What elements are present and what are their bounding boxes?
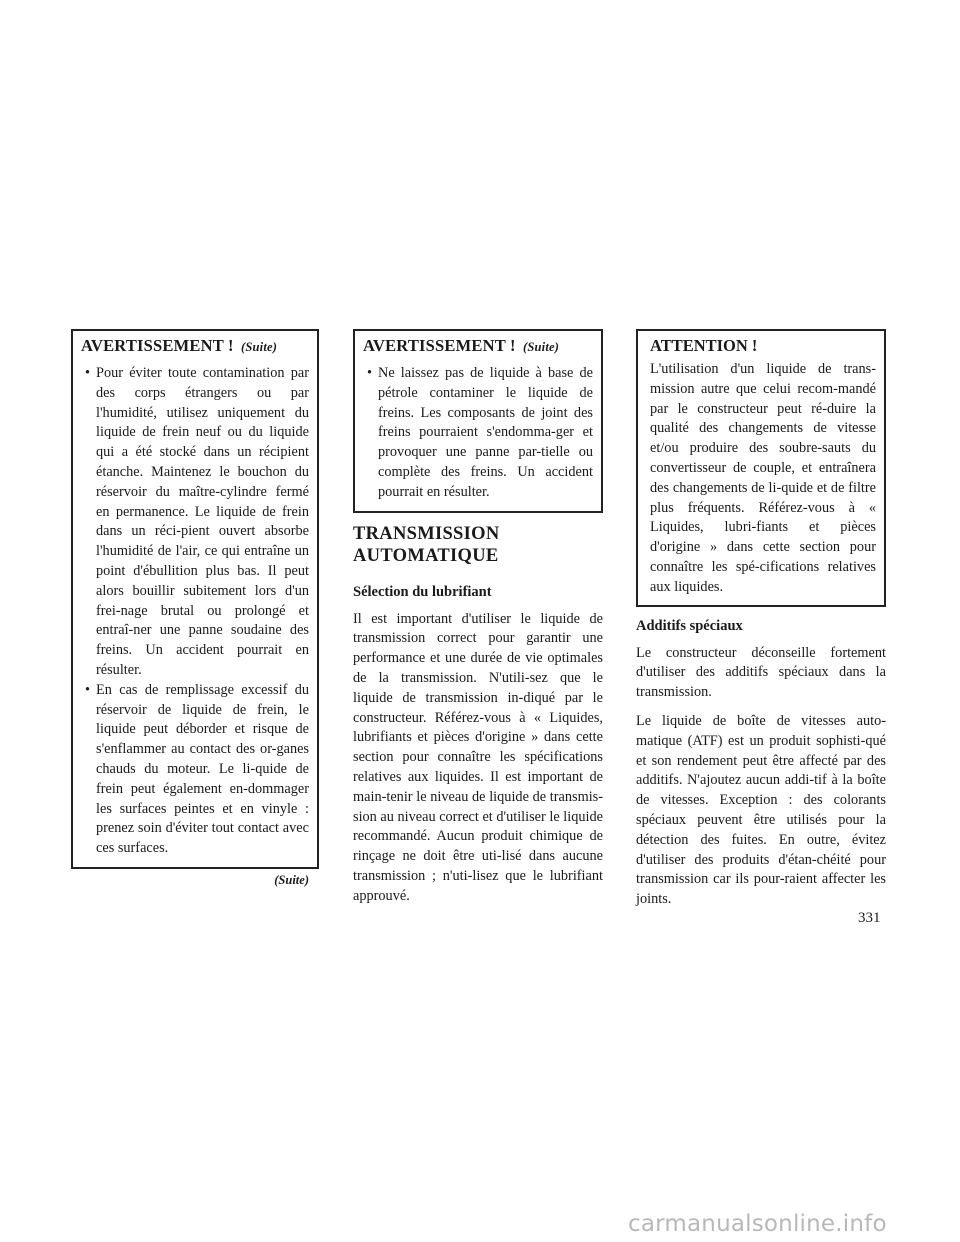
section-title-line: TRANSMISSION [353,523,500,544]
warning-bullet-item [363,364,593,503]
section-title-line: AUTOMATIQUE [353,545,499,566]
subsection-title: Additifs spéciaux [636,617,743,634]
body-paragraph: Il est important d'utiliser le liquide de transmission correct pour garantir une performance et une durée de vie optimales de la transmission. N'utili-sez que le liquide de transmission in-diqué par le constructeur. Référez-vous à « Liquides, lubrifiants et pièces d'origine » dans cette section pour connaître les spécifications relatives aux liquides. Il est important de main-tenir le niveau de liquide de transmis-sion au niveau correct et d'utiliser le liquide recommandé. Aucun produit chimique de rinçage ne doit être uti-lisé dans aucune transmission ; n'uti-lisez que le lubrifiant approuvé. [353,610,603,904]
warning-title-text: AVERTISSEMENT ! [81,336,234,355]
page-number: 331 [858,910,881,926]
warning-title-text: AVERTISSEMENT ! [363,336,516,355]
warning-bullet-list [81,364,309,859]
column-left [71,329,319,888]
warning-bullet-text: Ne laissez pas de liquide à base de pétrole contaminer le liquide de freins. Les composants de joint des freins pourraient s'endomma-ger et provoquer une panne par-tielle ou complète des freins. Un accident pourrait en résulter. [378,365,593,500]
warning-bullet-text: En cas de remplissage excessif du réservoir de liquide de frein, le liquide peut déborder et risque de s'enflammer au contact des or-ganes chauds du moteur. Le li-quide de frein peut également en-dommager les surfaces peintes et en vinyle : prenez soin d'éviter tout contact avec ces surfaces. [96,681,309,857]
warning-suite-label: (Suite) [240,340,278,354]
bullet-icon: • [85,365,91,381]
warning-title [363,336,593,357]
warning-title [81,336,309,357]
column-right [636,329,886,919]
warning-box-continued [71,329,319,869]
bullet-icon: • [367,365,373,381]
section-title [353,523,603,567]
warning-bullet-list [363,364,593,503]
body-paragraph: Le constructeur déconseille fortement d'utiliser des additifs spéciaux dans la transmission. [636,644,886,701]
warning-bullet-item [81,681,309,859]
attention-text: L'utilisation d'un liquide de trans-mission autre que celui recom-mandé par le constructeur peut ré-duire la qualité des changements de vitesse et/ou produire des soubre-sauts du convertisseur de couple, et entraînera des changements de li-quide et de filtre plus fréquents. Référez-vous à « Liquides, lubri-fiants et pièces d'origine » dans cette section pour connaître les spé-cifications relatives aux liquides. [650,361,876,595]
warning-box-continued [353,329,603,513]
watermark: carmanualsonline.info [628,1211,887,1237]
warning-suite-label: (Suite) [522,340,560,354]
attention-box [636,329,886,607]
warning-bullet-text: Pour éviter toute contamination par des corps étrangers ou par l'humidité, utilisez uniquement du liquide de frein neuf ou du liquide qui a été stocké dans un récipient étanche. Maintenez le bouchon du réservoir du maître-cylindre fermé en permanence. Le liquide de frein dans un réci-pient ouvert absorbe l'humidité de l'air, ce qui entraîne un point d'ébullition plus bas. Il peut alors bouillir subitement lors d'un frei-nage brutal ou prolongé et entraî-ner une panne soudaine des freins. Un accident pourrait en résulter. [96,365,309,678]
warning-bullet-item [81,364,309,681]
subsection-title: Sélection du lubrifiant [353,583,492,600]
column-middle [353,329,603,916]
bullet-icon: • [85,681,91,698]
attention-title: ATTENTION ! [650,336,758,355]
continued-label: (Suite) [274,872,309,887]
body-paragraph: Le liquide de boîte de vitesses auto-matique (ATF) est un produit sophisti-qué et son rendement peut être affecté par des additifs. N'ajoutez aucun addi-tif à la boîte de vitesses. Exception : des colorants spéciaux peuvent être utilisés pour la détection des fuites. En outre, évitez d'utiliser des produits d'étan-chéité pour transmission car ils pour-raient affecter les joints. [636,712,886,908]
